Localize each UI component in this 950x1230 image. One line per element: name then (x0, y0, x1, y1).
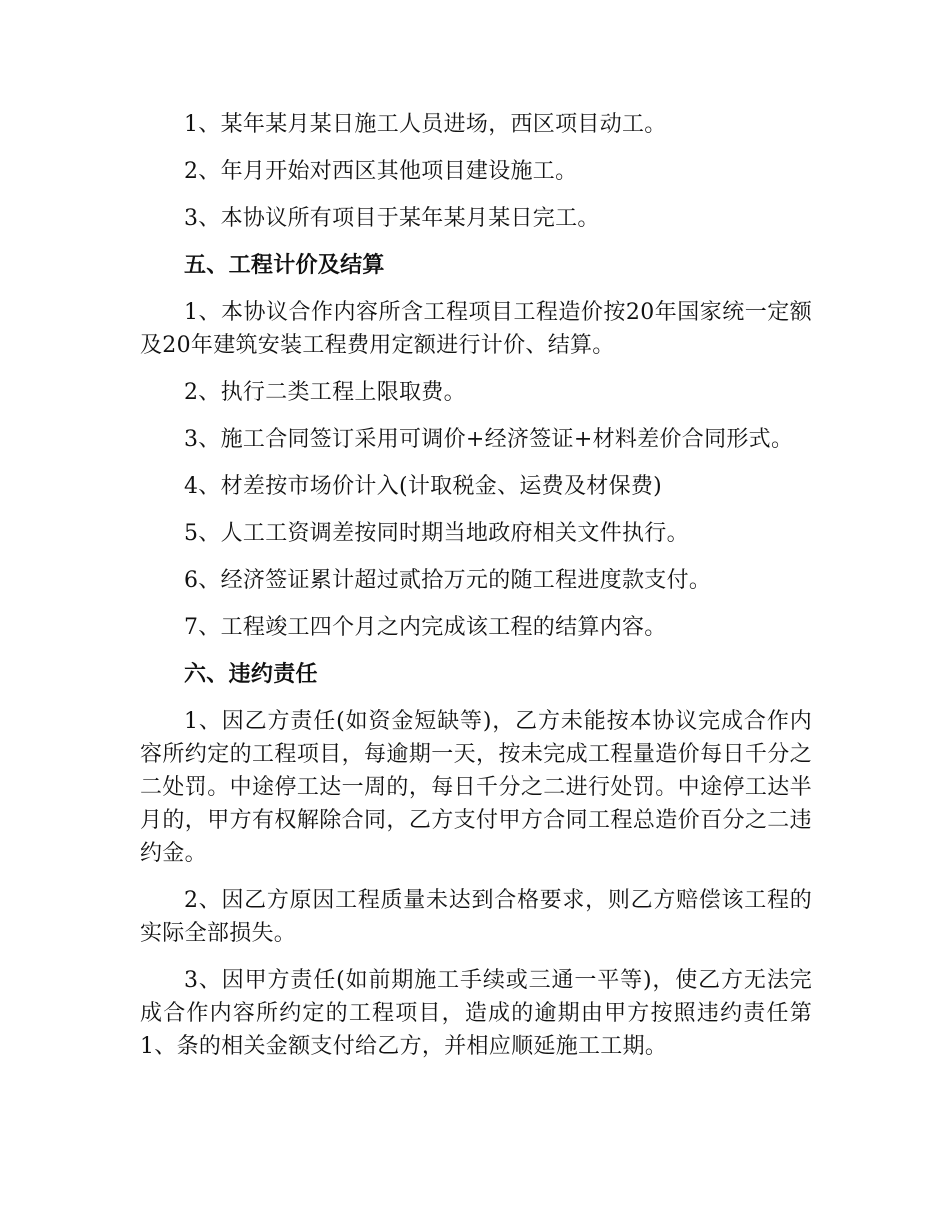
pricing-item-4: 4、材差按市场价计入(计取税金、运费及材保费) (184, 474, 663, 499)
schedule-item-1: 1、某年某月某日施工人员进场，西区项目动工。 (184, 112, 667, 137)
pricing-item-6: 6、经济签证累计超过贰拾万元的随工程进度款支付。 (184, 568, 712, 593)
pricing-item-5: 5、人工工资调差按同时期当地政府相关文件执行。 (184, 521, 689, 546)
pricing-item-2: 2、执行二类工程上限取费。 (184, 380, 466, 405)
pricing-item-1: 1、本协议合作内容所含工程项目工程造价按20年国家统一定额及20年建筑安装工程费用定额进行计价、结算。 (140, 300, 812, 358)
section-heading-breach: 六、违约责任 (184, 662, 318, 687)
schedule-item-3: 3、本协议所有项目于某年某月某日完工。 (184, 206, 600, 231)
breach-item-2: 2、因乙方原因工程质量未达到合格要求，则乙方赔偿该工程的实际全部损失。 (140, 888, 812, 946)
pricing-item-7: 7、工程竣工四个月之内完成该工程的结算内容。 (184, 615, 667, 640)
breach-item-1: 1、因乙方责任(如资金短缺等)，乙方未能按本协议完成合作内容所约定的工程项目，每逾期一天，按未完成工程量造价每日千分之二处罚。中途停工达一周的，每日千分之二进行处罚。中途停工达半月的，甲方有权解除合同，乙方支付甲方合同工程总造价百分之二违约金。 (140, 709, 812, 866)
breach-item-3: 3、因甲方责任(如前期施工手续或三通一平等)，使乙方无法完成合作内容所约定的工程项目，造成的逾期由甲方按照违约责任第1、条的相关金额支付给乙方，并相应顺延施工工期。 (140, 968, 812, 1059)
document-body (140, 108, 812, 1077)
section-heading-pricing: 五、工程计价及结算 (184, 253, 385, 278)
schedule-item-2: 2、年月开始对西区其他项目建设施工。 (184, 159, 578, 184)
pricing-item-3: 3、施工合同签订采用可调价+经济签证+材料差价合同形式。 (184, 427, 794, 452)
